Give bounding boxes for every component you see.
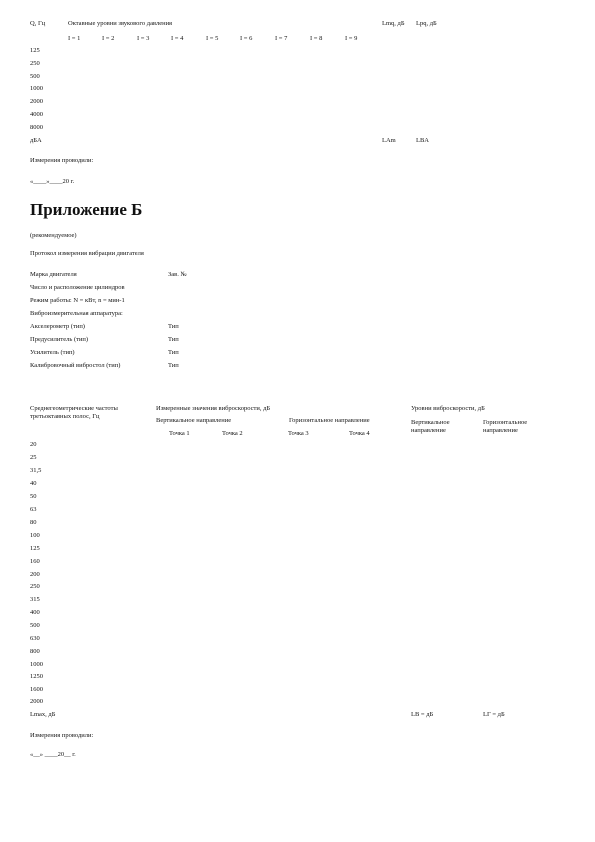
point-header: Точка 4 [349, 430, 370, 437]
date-line-2: «__» ____20__ г. [30, 751, 76, 758]
point-header: Точка 2 [222, 430, 243, 437]
field-value: Тип [168, 336, 179, 343]
field-label: Режим работы: N = кВт, n = мин-1 [30, 297, 125, 304]
field-label: Число и расположение цилиндров [30, 284, 125, 291]
field-label: Марка двигателя [30, 271, 77, 278]
freq-row: 250 [30, 60, 40, 67]
freq-row: 40 [30, 480, 37, 487]
field-label: Акселерометр (тип) [30, 323, 85, 330]
footer-lg: LГ = дБ [483, 711, 505, 718]
freq-row: 800 [30, 648, 40, 655]
field-label: Усилитель (тип) [30, 349, 75, 356]
point-col: I = 9 [345, 35, 358, 42]
freq-row: 1250 [30, 673, 43, 680]
header-lpq: Lpq, дБ [416, 20, 437, 27]
field-label: Предусилитель (тип) [30, 336, 89, 343]
footer-lba: LBA [416, 137, 429, 144]
group-level-header: Уровни виброскорости, дБ [411, 405, 485, 412]
freq-row: 31,5 [30, 467, 42, 474]
horizontal-dir-header: Горизонтальное направление [483, 419, 528, 434]
point-col: I = 4 [171, 35, 184, 42]
appendix-title: Приложение Б [30, 200, 143, 219]
measurements-performed-2: Измерения проводили: [30, 732, 94, 739]
footer-label: дБА [30, 137, 42, 144]
freq-row: 8000 [30, 124, 43, 131]
freq-row: 63 [30, 506, 37, 513]
field-value: Тип [168, 323, 179, 330]
point-col: I = 3 [137, 35, 150, 42]
freq-row: 1000 [30, 661, 43, 668]
freq-row: 25 [30, 454, 37, 461]
freq-row: 200 [30, 571, 40, 578]
freq-row: 125 [30, 545, 40, 552]
freq-row: 1600 [30, 686, 43, 693]
point-col: I = 8 [310, 35, 323, 42]
freq-row: 2000 [30, 698, 43, 705]
point-header: Точка 3 [288, 430, 309, 437]
footer-lam: LAm [382, 137, 396, 144]
protocol-title: Протокол измерения вибрации двигателя [30, 250, 144, 257]
point-col: I = 2 [102, 35, 115, 42]
freq-row: 100 [30, 532, 40, 539]
appendix-note: (рекомендуемое) [30, 232, 77, 239]
freq-row: 630 [30, 635, 40, 642]
freq-row: 500 [30, 622, 40, 629]
freq-row: 315 [30, 596, 40, 603]
freq-row: 250 [30, 583, 40, 590]
group-measured-header: Измеренные значения виброскорости, дБ [156, 405, 271, 412]
point-header: Точка 1 [169, 430, 190, 437]
point-col: I = 5 [206, 35, 219, 42]
freq-row: 50 [30, 493, 37, 500]
freq-row: 160 [30, 558, 40, 565]
footer-lmax: Lmax, дБ [30, 711, 56, 718]
field-label: Калибровочный вибростол (тип) [30, 362, 121, 369]
header-octave: Октавные уровни звукового давления [68, 20, 173, 27]
field-value: Тип [168, 362, 179, 369]
header-freq: Q, Гц [30, 20, 46, 27]
freq-row: 20 [30, 441, 37, 448]
vertical-dir-header: Вертикальное направление [411, 419, 450, 434]
horizontal-header: Горизонтальное направление [289, 417, 370, 424]
freq-row: 1000 [30, 85, 43, 92]
field-value: Тип [168, 349, 179, 356]
freq-row: 2000 [30, 98, 43, 105]
freq-row: 4000 [30, 111, 43, 118]
measurements-performed-1: Измерения проводили: [30, 157, 94, 164]
point-col: I = 1 [68, 35, 81, 42]
field-value: Зав. № [168, 271, 187, 278]
date-line-1: «____»____20 г. [30, 178, 75, 185]
freq-row: 80 [30, 519, 37, 526]
point-col: I = 7 [275, 35, 288, 42]
point-col: I = 6 [240, 35, 253, 42]
freq-row: 125 [30, 47, 40, 54]
freq-row: 400 [30, 609, 40, 616]
footer-lb: LB = дБ [411, 711, 434, 718]
freq-row: 500 [30, 73, 40, 80]
col-freq-header: Среднегеометрические частоты третьоктавных полос, Гц [30, 405, 118, 420]
vertical-header: Вертикальное направление [156, 417, 232, 424]
field-label: Виброизмерительная аппаратура: [30, 310, 123, 317]
header-lmq: Lmq, дБ [382, 20, 405, 27]
